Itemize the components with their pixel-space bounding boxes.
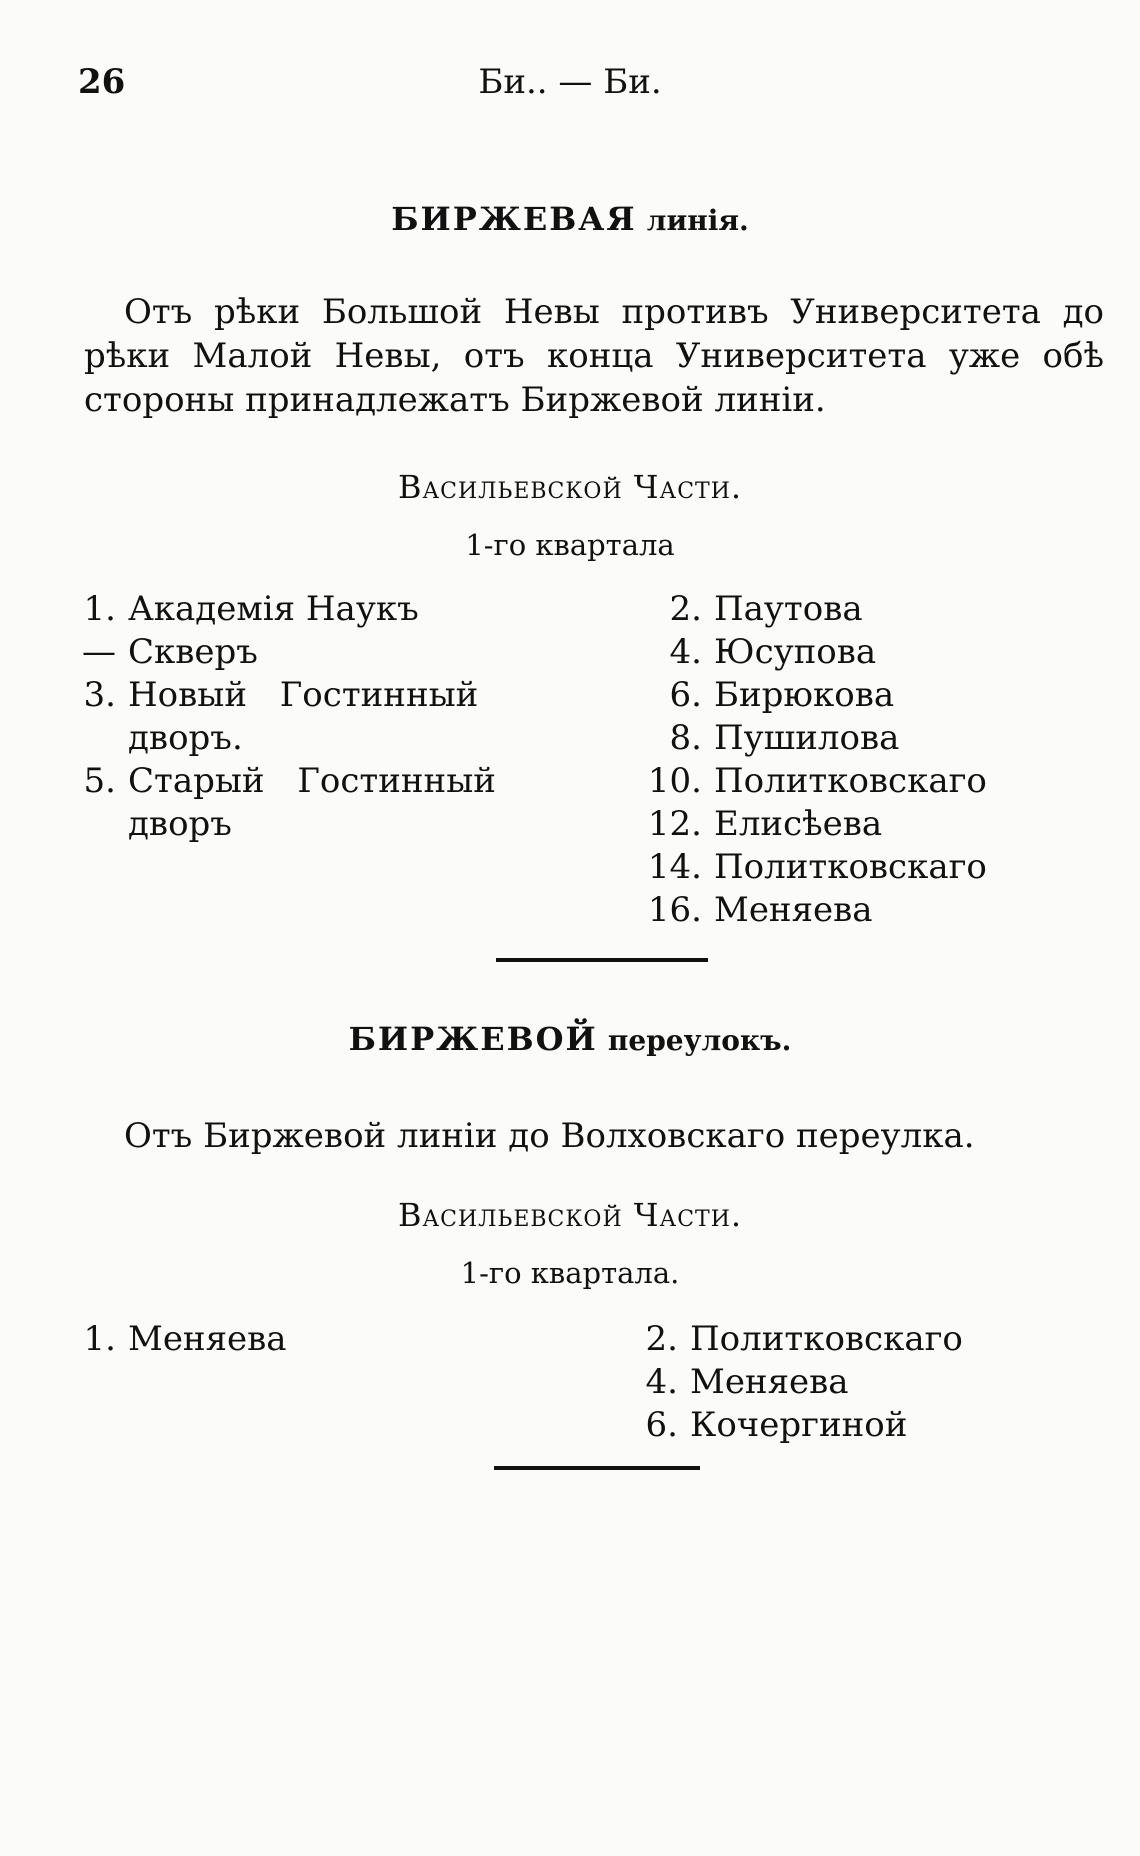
section2-description: Отъ Биржевой линіи до Волховскаго переулка. — [124, 1116, 975, 1156]
list-item: 3. Новый Гостинный — [83, 675, 479, 715]
section2-title-rest: переулокъ. — [607, 1024, 792, 1057]
list-item: 14. Политковскаго — [647, 847, 987, 887]
list-item: 4. Меняева — [645, 1362, 849, 1402]
list-item: 2. Политковскаго — [645, 1319, 963, 1359]
section1-part: Васильевской Части. — [397, 468, 743, 506]
page-number: 26 — [78, 62, 126, 102]
running-head: Би.. — Би. — [478, 62, 662, 102]
section1-title-caps: БИРЖЕВАЯ — [391, 200, 637, 238]
section1-right-list — [640, 588, 987, 932]
list-item: 6. Кочергиной — [645, 1405, 908, 1445]
section1-title-rest: линія. — [646, 204, 749, 237]
section1-quarter: 1-го квартала — [465, 528, 675, 562]
section-divider — [494, 1466, 700, 1470]
section-divider — [496, 958, 708, 962]
list-item: 4. Юсупова — [669, 632, 877, 672]
section2-right-list — [616, 1318, 963, 1447]
list-item: 6. Бирюкова — [669, 675, 895, 715]
list-item: 2. Паутова — [669, 589, 863, 629]
list-item: 1. Меняева — [83, 1319, 287, 1359]
list-item: 8. Пушилова — [669, 718, 900, 758]
list-item: 10. Политковскаго — [647, 761, 987, 801]
section2-quarter: 1-го квартала. — [460, 1256, 680, 1290]
section2-left-list — [80, 1318, 287, 1361]
section2-title — [0, 1020, 1140, 1058]
list-item: — Скверъ — [82, 632, 258, 672]
list-item: 16. Меняева — [647, 890, 873, 930]
section1-description: Отъ рѣки Большой Невы противъ Университета до рѣки Малой Невы, отъ конца Университета уже обѣ стороны принадлежатъ Биржевой линіи. — [84, 292, 1104, 420]
section1-left-list — [80, 588, 496, 846]
list-item-continuation: дворъ — [128, 804, 232, 844]
section2-title-caps: БИРЖЕВОЙ — [348, 1020, 598, 1058]
section1-title — [0, 200, 1140, 238]
list-item-continuation: дворъ. — [128, 718, 243, 758]
list-item: 12. Елисѣева — [647, 804, 883, 844]
section2-part: Васильевской Части. — [397, 1196, 743, 1234]
list-item: 1. Академія Наукъ — [83, 589, 419, 629]
list-item: 5. Старый Гостинный — [83, 761, 496, 801]
